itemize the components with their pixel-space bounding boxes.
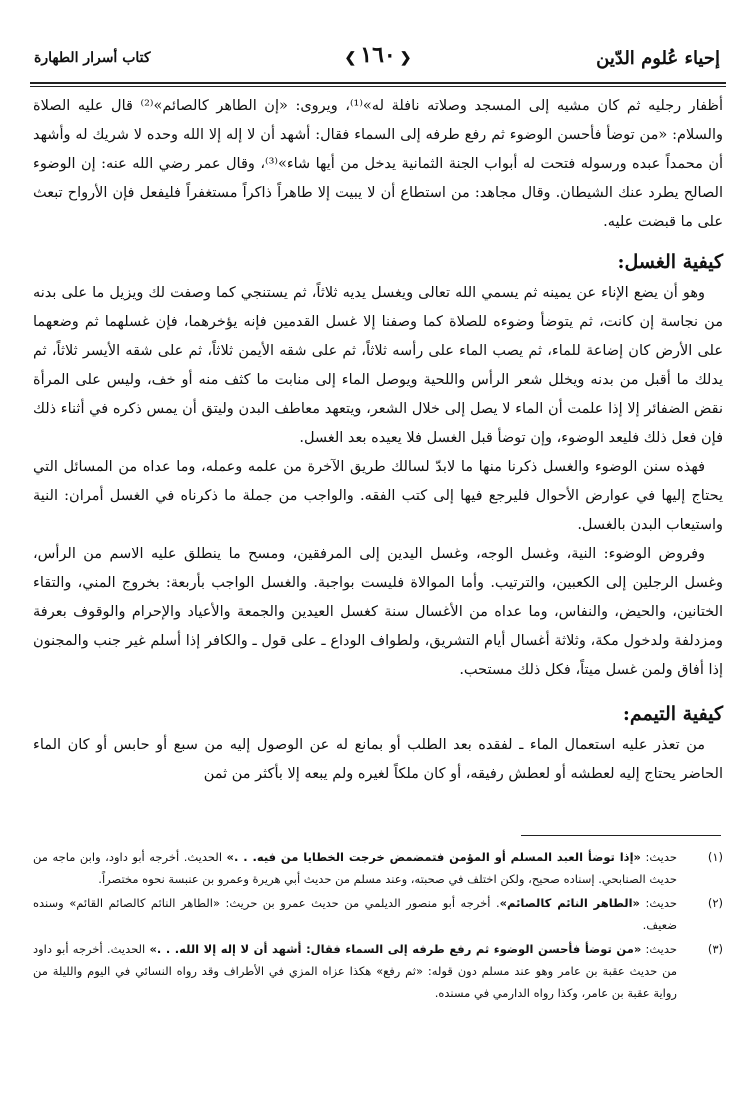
paragraph-intro: أظفار رجليه ثم كان مشيه إلى المسجد وصلاته نافلة له»⁽¹⁾، ويروى: «إن الطاهر كالصائم»⁽²⁾ قال عليه الصلاة والسلام: «من توضأ فأحسن الوضوء ثم رفع طرفه إلى السماء فقال: أشهد أن لا إله إلا الله وحده لا شريك له وأشهد أن محمداً عبده ورسوله فتحت له أبواب الجنة الثمانية يدخل من أيها شاء»⁽³⁾، وقال عمر رضي الله عنه: إن الوضوء الصالح يطرد عنك الشيطان. وقال مجاهد: من استطاع أن لا يبيت إلا طاهراً ذاكراً مستغفراً فليفعل فإن الأرواح تبعث على ما قبضت عليه.: [33, 98, 723, 230]
paragraph-tayammum: من تعذر عليه استعمال الماء ـ لفقده بعد الطلب أو بمانع له عن الوصول إليه من سبع أو حابس أو كان الماء الحاضر يحتاج إليه لعطشه أو لعطش رفيقه، أو كان ملكاً لغيره ولم يبعه إلا بأكثر من ثمن: [33, 737, 723, 782]
running-header: [30, 40, 726, 80]
ornament-right-icon: ❯: [344, 50, 357, 66]
footnote-separator: [521, 835, 721, 836]
main-text: [33, 92, 723, 789]
footnote-hadith-text: «إذا توضأ العبد المسلم أو المؤمن فتمضمض خرجت الخطايا من فيه. . .»: [226, 850, 641, 864]
footnote-hadith-text: «من توضأ فأحسن الوضوء ثم رفع طرفه إلى السماء فقال: أشهد أن لا إله إلا الله. . .»: [149, 942, 642, 956]
heading-tayammum: كيفية التيمم:: [622, 703, 723, 725]
footnote-number: (٣): [707, 942, 723, 956]
footnote-1: (١) حديث: «إذا توضأ العبد المسلم أو المؤمن فتمضمض خرجت الخطايا من فيه. . .» الحديث. أخرجه أبو داود، وابن ماجه من حديث الصنابحي. إسناده صحيح، ولكن اختلف في صحبته، وعند مسلم من حديث أبي هريرة وعمرو بن عنبسة نحوه مختصراً.: [33, 846, 723, 890]
header-rule: [30, 82, 726, 84]
footnote-number: (٢): [707, 896, 723, 910]
footnotes: [33, 846, 723, 1006]
ornament-left-icon: ❮: [399, 50, 412, 66]
footnote-number: (١): [707, 850, 723, 864]
paragraph-sunan: فهذه سنن الوضوء والغسل ذكرنا منها ما لابدّ لسالك طريق الآخرة من علمه وعمله، وما عداه من المسائل التي يحتاج إليها في عوارض الأحوال فليرجع فيها إلى كتب الفقه. والواجب من جملة ما ذكرناه في الغسل أمران: النية واستيعاب البدن بالغسل.: [33, 459, 723, 533]
book-title: إحياء عُلوم الدّين: [596, 48, 720, 69]
page-number-block: [341, 42, 416, 68]
header-rule-thin: [30, 86, 726, 87]
heading-ghusl: كيفية الغسل:: [617, 251, 723, 273]
footnote-3: (٣) حديث: «من توضأ فأحسن الوضوء ثم رفع طرفه إلى السماء فقال: أشهد أن لا إله إلا الله. . .» الحديث. أخرجه أبو داود من حديث عقبة بن عامر وهو عند مسلم دون قوله: «ثم رفع» هكذا عزاه المزي في الأطراف وقد رواه النسائي في اليوم والليلة من رواية عقبة بن عامر، وكذا رواه الدارمي في مسنده.: [33, 938, 723, 1004]
footnote-hadith-text: «الطاهر النائم كالصائم»: [499, 896, 640, 910]
paragraph-ghusl: وهو أن يضع الإناء عن يمينه ثم يسمي الله تعالى ويغسل يديه ثلاثاً، ثم يستنجي كما وصفت لك ويزيل ما على بدنه من نجاسة إن كانت، ثم يتوضأ وضوءه للصلاة كما وصفنا إلا غسل القدمين فإنه يؤخرهما، فإن غسلهما ثم وضعهما على الأرض كان إضاعة للماء، ثم يصب الماء على رأسه ثلاثاً، ثم على شقه الأيمن ثلاثاً، ثم على شقه الأيسر ثلاثاً، ثم يدلك ما أقبل من بدنه ويخلل شعر الرأس واللحية ويوصل الماء إلى منابت ما كثف منه أو خف، وليس على المرأة نقض الضفائر إلا إذا علمت أن الماء لا يصل إلى خلال الشعر، ويتعهد معاطف البدن وليتق أن يمس ذكره في أثناء ذلك فإن فعل ذلك فليعد الوضوء، وإن توضأ قبل الغسل فلا يعيده بعد الغسل.: [33, 285, 723, 446]
section-title: كتاب أسرار الطهارة: [34, 50, 151, 66]
footnote-2: (٢) حديث: «الطاهر النائم كالصائم». أخرجه أبو منصور الديلمي من حديث عمرو بن حريث: «الطاهر النائم كالصائم القائم» وسنده ضعيف.: [33, 892, 723, 936]
paragraph-furud: وفروض الوضوء: النية، وغسل الوجه، وغسل اليدين إلى المرفقين، ومسح ما ينطلق عليه الاسم من الرأس، وغسل الرجلين إلى الكعبين، والترتيب. وأما الموالاة فليست بواجبة. والغسل الواجب بأربعة: بخروج المني، والتقاء الختانين، والحيض، والنفاس، وما عداه من الأغسال سنة كغسل العيدين والجمعة والأعياد والإحرام والوقوف بعرفة ومزدلفة ولدخول مكة، وثلاثة أغسال أيام التشريق، ولطواف الوداع ـ على قول ـ والكافر إذا أسلم غير جنب والمجنون إذا أفاق ولمن غسل ميتاً، فكل ذلك مستحب.: [33, 546, 723, 678]
page-number: ١٦٠: [360, 42, 396, 68]
